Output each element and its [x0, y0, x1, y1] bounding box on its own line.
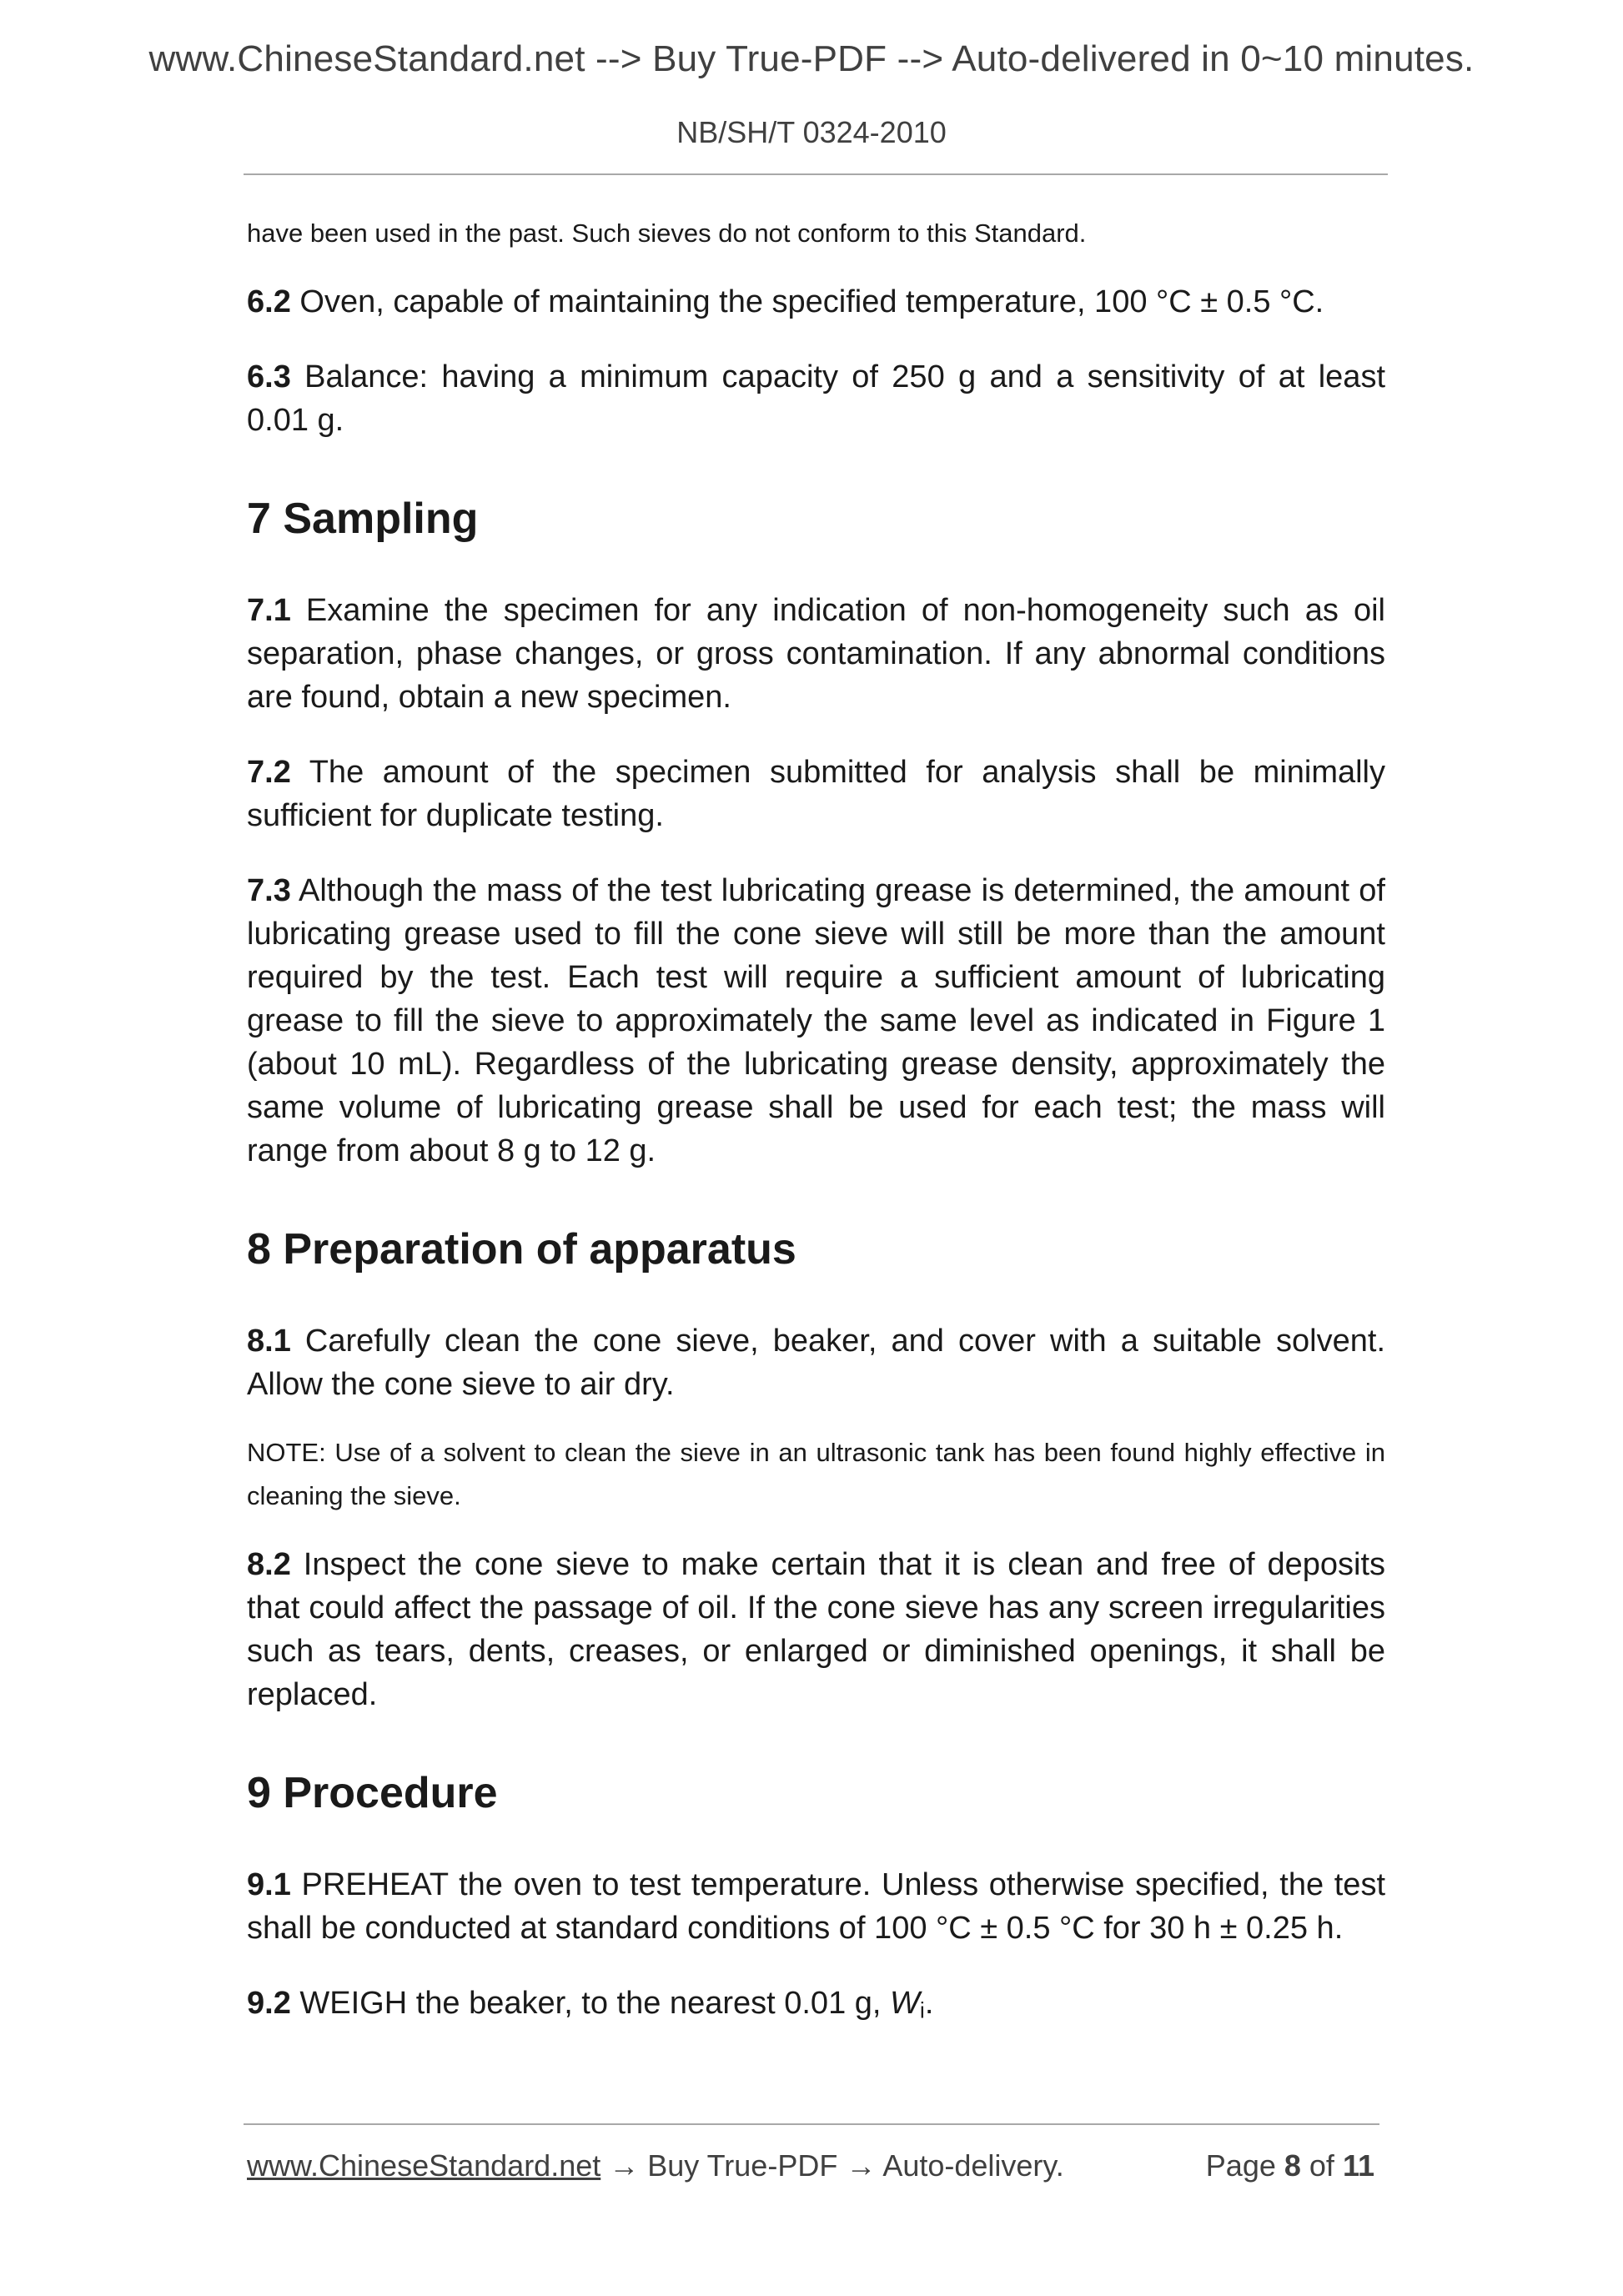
clause-6-3 [247, 355, 1385, 442]
section-heading-9: 9 Procedure [247, 1769, 498, 1817]
note: NOTE: Use of a solvent to clean the sieve in an ultrasonic tank has been found highly effective in cleaning the sieve. [247, 1438, 1385, 1510]
clause-text: PREHEAT the oven to test temperature. Unless otherwise specified, the test shall be conducted at standard conditions of 100 °C ± 0.5 °C for 30 h ± 0.25 h. [247, 1867, 1385, 1946]
page-label: Page [1205, 2148, 1284, 2183]
clause-text: Carefully clean the cone sieve, beaker, and cover with a suitable solvent. Allow the cone sieve to air dry. [247, 1324, 1385, 1402]
footer-promo [247, 2148, 1064, 2183]
clause-7-3 [247, 869, 1385, 1173]
clause-end: . [924, 1986, 934, 2021]
clause-number: 6.3 [247, 359, 291, 394]
clause-7-2 [247, 751, 1385, 837]
clause-number: 7.1 [247, 593, 291, 628]
footer-divider [244, 2123, 1379, 2125]
site-banner: www.ChineseStandard.net --> Buy True-PDF --> Auto-delivered in 0~10 minutes. [148, 38, 1475, 79]
clause-number: 7.3 [247, 873, 291, 908]
clause-number: 8.2 [247, 1547, 291, 1582]
clause-8-1 [247, 1319, 1385, 1406]
clause-number: 9.1 [247, 1867, 291, 1902]
of-label: of [1300, 2148, 1343, 2183]
clause-number: 9.2 [247, 1986, 291, 2021]
clause-text: Balance: having a minimum capacity of 250 g and a sensitivity of at least 0.01 g. [247, 359, 1385, 438]
clause-7-1 [247, 589, 1385, 719]
section-heading-8: 8 Preparation of apparatus [247, 1225, 796, 1274]
clause-text: Although the mass of the test lubricating grease is determined, the amount of lubricating grease used to fill the cone sieve will still be more than the amount required by the test. Each test will require a sufficient amount of lubricating grease to fill the sieve to approximately the same level as indicated in Figure 1 (about 10 mL). Regardless of the lubricating grease density, approximately the same volume of lubricating grease shall be used for each test; the mass will range from about 8 g to 12 g. [247, 873, 1385, 1168]
clause-number: 8.1 [247, 1324, 291, 1359]
header-divider [244, 173, 1388, 175]
clause-text: Oven, capable of maintaining the specified temperature, 100 °C ± 0.5 °C. [290, 284, 1324, 319]
clause-9-1 [247, 1863, 1385, 1950]
clause-8-2 [247, 1543, 1385, 1716]
page-content [247, 212, 1385, 2032]
page-number: 8 [1284, 2148, 1301, 2183]
section-heading-7: 7 Sampling [247, 495, 479, 543]
footer-tagline: → Buy True-PDF → Auto-delivery. [600, 2148, 1064, 2183]
page-indicator [1206, 2148, 1374, 2183]
page-total: 11 [1342, 2148, 1374, 2183]
continued-text: have been used in the past. Such sieves do not conform to this Standard. [247, 219, 1087, 248]
clause-text: WEIGH the beaker, to the nearest 0.01 g, [290, 1986, 891, 2021]
variable-w: W [890, 1986, 920, 2021]
footer-site-link[interactable]: www.ChineseStandard.net [247, 2148, 601, 2183]
standard-code: NB/SH/T 0324-2010 [676, 115, 947, 149]
clause-text: Inspect the cone sieve to make certain that it is clean and free of deposits that could affect the passage of oil. If the cone sieve has any screen irregularities such as tears, dents, creases, or enlarged or diminished openings, it shall be replaced. [247, 1547, 1385, 1712]
clause-9-2 [247, 1982, 1385, 2032]
clause-text: Examine the specimen for any indication of non-homogeneity such as oil separation, phase changes, or gross contamination. If any abnormal conditions are found, obtain a new specimen. [247, 593, 1385, 715]
clause-text: The amount of the specimen submitted for analysis shall be minimally sufficient for duplicate testing. [247, 755, 1385, 833]
clause-number: 6.2 [247, 284, 291, 319]
variable-subscript: i [919, 1997, 925, 2023]
clause-number: 7.2 [247, 755, 291, 790]
clause-6-2 [247, 280, 1385, 324]
